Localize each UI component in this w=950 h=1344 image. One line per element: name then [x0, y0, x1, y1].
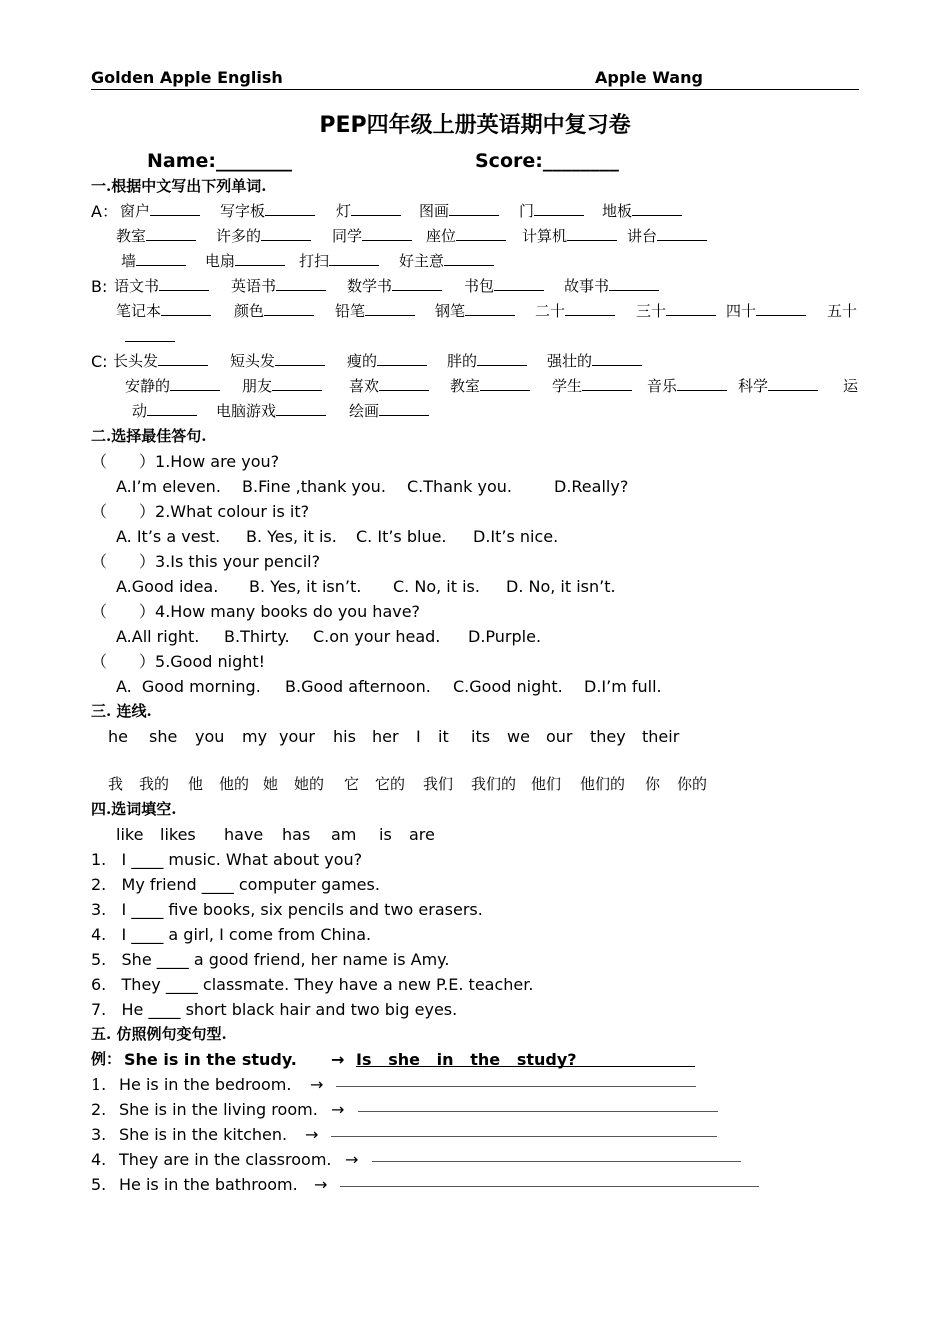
word-label: 地板: [602, 202, 633, 220]
word-label: 三十: [636, 302, 667, 320]
pronoun-cn: 我们: [423, 775, 454, 793]
word-label: 学生: [552, 377, 583, 395]
fill-item: 2. My friend ____ computer games.: [91, 875, 380, 894]
word-item: [116, 224, 196, 249]
word-label: 颜色: [234, 302, 265, 320]
word-label: 墙: [121, 252, 137, 270]
option: B. Yes, it isn’t.: [249, 577, 362, 596]
question-text: 4.How many books do you have?: [155, 602, 421, 621]
fill-item: 5. She ____ a good friend, her name is Amy.: [91, 950, 450, 969]
pronoun: we: [507, 727, 530, 746]
pronoun: she: [149, 727, 178, 746]
header-brand: Golden Apple English: [91, 68, 283, 87]
word-label: 书包: [464, 277, 495, 295]
option: B. Yes, it is.: [246, 527, 337, 546]
word-item: [464, 274, 544, 299]
section5-heading: 五. 仿照例句变句型.: [91, 1025, 227, 1043]
option: D.I’m full.: [584, 677, 662, 696]
option: A. It’s a vest.: [116, 527, 221, 546]
item-number: 5.: [91, 1175, 107, 1194]
pronoun: her: [372, 727, 399, 746]
options-2: [91, 524, 859, 549]
word-item: [552, 374, 632, 399]
pronoun: they: [590, 727, 626, 746]
bank-word: like: [116, 825, 144, 844]
title-main: 四年级上册英语期中复习卷: [366, 112, 631, 138]
label-a: A：: [91, 202, 118, 221]
word-bank: [91, 822, 859, 847]
word-label: 座位: [426, 227, 457, 245]
word-item: [121, 249, 186, 274]
word-label: 电扇: [205, 252, 236, 270]
word-label: 科学: [738, 377, 769, 395]
word-item: [336, 199, 401, 224]
page-header: [91, 68, 859, 90]
answer-line[interactable]: [336, 1085, 696, 1087]
word-label: 喜欢: [349, 377, 380, 395]
word-label: 语文书: [114, 277, 160, 295]
word-label: 强壮的: [547, 352, 593, 370]
word-label: 写字板: [220, 202, 266, 220]
title-prefix: PEP: [319, 113, 367, 138]
options-5: [91, 674, 859, 699]
word-item: [447, 349, 527, 374]
answer-line[interactable]: [340, 1185, 759, 1187]
answer-line[interactable]: [372, 1160, 741, 1162]
option: D.Purple.: [468, 627, 542, 646]
pronoun-cn: 他: [188, 775, 204, 793]
question-2: [91, 499, 309, 524]
word-item: [113, 349, 208, 374]
pronoun: his: [333, 727, 356, 746]
pronoun: my: [242, 727, 268, 746]
word-item: [234, 299, 314, 324]
header-author: Apple Wang: [595, 68, 703, 87]
pronoun-cn: 她的: [294, 775, 325, 793]
item-text: She is in the kitchen.: [119, 1125, 288, 1144]
word-item: [450, 374, 530, 399]
word-item: [242, 374, 322, 399]
option: D.Really?: [554, 477, 629, 496]
option: C.Good night.: [453, 677, 563, 696]
section1-heading: 一.根据中文写出下列单词.: [91, 177, 267, 195]
answer-paren: （ ）: [91, 452, 156, 471]
word-label: 二十: [535, 302, 566, 320]
section1-row-a1: [91, 199, 859, 224]
bank-word: are: [409, 825, 435, 844]
chinese-pronouns: [91, 772, 859, 797]
section1-row-a2: [91, 224, 859, 249]
fill-item: 1. I ____ music. What about you?: [91, 850, 363, 869]
question-3: [91, 549, 320, 574]
word-item: [726, 299, 806, 324]
word-label: 笔记本: [116, 302, 162, 320]
wrapped-blank: [125, 324, 175, 349]
question-text: 2.What colour is it?: [155, 502, 310, 521]
pronoun-cn: 他们: [531, 775, 562, 793]
pronoun: it: [438, 727, 449, 746]
option: C.on your head.: [313, 627, 441, 646]
arrow-icon: →: [331, 1050, 345, 1069]
pronoun-cn: 它的: [375, 775, 406, 793]
word-label: 同学: [332, 227, 363, 245]
word-label: 朋友: [242, 377, 273, 395]
pronoun: he: [108, 727, 128, 746]
item-text: They are in the classroom.: [119, 1150, 332, 1169]
section1-row-a3: [91, 249, 859, 274]
word-label: 运: [843, 377, 859, 395]
answer-paren: （ ）: [91, 502, 156, 521]
section1-row-b1: [91, 274, 859, 299]
example-label: 例：: [91, 1050, 122, 1068]
word-item: [216, 224, 311, 249]
pronoun-cn: 你: [645, 775, 661, 793]
question-1: [91, 449, 279, 474]
pronoun: our: [546, 727, 573, 746]
word-label: 瘦的: [347, 352, 378, 370]
arrow-icon: →: [305, 1125, 319, 1144]
option: C. It’s blue.: [356, 527, 447, 546]
section3-heading: 三. 连线.: [91, 702, 152, 720]
answer-paren: （ ）: [91, 652, 156, 671]
word-label: 讲台: [627, 227, 658, 245]
word-label: 动: [132, 402, 148, 420]
word-item: [231, 274, 326, 299]
word-label: 故事书: [564, 277, 610, 295]
word-label: 英语书: [231, 277, 277, 295]
transform-item: [91, 1072, 859, 1097]
transform-item: [91, 1147, 859, 1172]
word-item: [647, 374, 727, 399]
word-label: 打扫: [299, 252, 330, 270]
option: A.I’m eleven.: [116, 477, 221, 496]
bank-word: likes: [160, 825, 196, 844]
word-label: 灯: [336, 202, 352, 220]
pronoun-cn: 她: [263, 775, 279, 793]
word-item: [738, 374, 818, 399]
pronoun: I: [416, 727, 421, 746]
word-item: [132, 399, 197, 424]
option: D. No, it isn’t.: [506, 577, 616, 596]
word-label: 教室: [116, 227, 147, 245]
word-item: [564, 274, 659, 299]
word-item: [347, 349, 427, 374]
fill-item: 3. I ____ five books, six pencils and two erasers.: [91, 900, 483, 919]
pronoun-cn: 你的: [677, 775, 708, 793]
word-label: 窗户: [120, 202, 151, 220]
pronoun-cn: 我们的: [471, 775, 517, 793]
word-label: 门: [519, 202, 535, 220]
question-5: [91, 649, 265, 674]
section1-row-b2: [91, 299, 859, 324]
pronoun-cn: 他的: [219, 775, 250, 793]
example-source: She is in the study.: [124, 1050, 297, 1069]
transform-item: [91, 1122, 859, 1147]
label-b: B:: [91, 277, 108, 296]
pronoun-cn: 我的: [139, 775, 170, 793]
options-4: [91, 624, 859, 649]
option: D.It’s nice.: [473, 527, 559, 546]
word-item: [114, 274, 209, 299]
word-item: [535, 299, 615, 324]
word-item: [332, 224, 412, 249]
question-text: 1.How are you?: [155, 452, 280, 471]
word-item: [335, 299, 415, 324]
question-text: 3.Is this your pencil?: [155, 552, 321, 571]
answer-line[interactable]: [331, 1135, 717, 1137]
word-item: [419, 199, 499, 224]
fill-item: 6. They ____ classmate. They have a new P.E. teacher.: [91, 975, 534, 994]
option: A.Good idea.: [116, 577, 219, 596]
option: B.Good afternoon.: [285, 677, 431, 696]
word-label: 教室: [450, 377, 481, 395]
word-label: 电脑游戏: [216, 402, 277, 420]
word-item: [347, 274, 442, 299]
item-number: 4.: [91, 1150, 107, 1169]
word-item: [230, 349, 325, 374]
word-label: 短头发: [230, 352, 276, 370]
pronoun-cn: 我: [108, 775, 124, 793]
score-field: Score:________: [475, 150, 619, 172]
pronoun: their: [642, 727, 680, 746]
example-answer: Is she in the study?: [356, 1047, 695, 1067]
word-item: [116, 299, 211, 324]
answer-paren: （ ）: [91, 552, 156, 571]
word-item: [205, 249, 285, 274]
section1-row-c3: [91, 399, 859, 424]
transform-item: [91, 1172, 859, 1197]
option: B.Thirty.: [224, 627, 290, 646]
answer-paren: （ ）: [91, 602, 156, 621]
name-field: Name:________: [147, 150, 293, 172]
arrow-icon: →: [310, 1075, 324, 1094]
pronoun-cn: 它: [344, 775, 360, 793]
word-item: [519, 199, 584, 224]
pronoun: your: [279, 727, 315, 746]
word-item: [216, 399, 326, 424]
section1-row-c1: [91, 349, 859, 374]
word-item: [435, 299, 515, 324]
pronoun-cn: 他们的: [580, 775, 626, 793]
word-item: [349, 399, 429, 424]
word-label: 音乐: [647, 377, 678, 395]
arrow-icon: →: [314, 1175, 328, 1194]
word-label: 五十: [827, 302, 858, 320]
word-item: [299, 249, 379, 274]
example-row: [91, 1047, 859, 1072]
word-item: [220, 199, 315, 224]
pronoun: its: [471, 727, 491, 746]
fill-item: 4. I ____ a girl, I come from China.: [91, 925, 372, 944]
bank-word: is: [379, 825, 392, 844]
pronoun: you: [195, 727, 225, 746]
word-label: 四十: [726, 302, 757, 320]
bank-word: has: [282, 825, 311, 844]
option: C. No, it is.: [393, 577, 480, 596]
word-item: [349, 374, 429, 399]
options-1: [91, 474, 859, 499]
section4-heading: 四.选词填空.: [91, 800, 177, 818]
item-text: He is in the bedroom.: [119, 1075, 292, 1094]
option: B.Fine ,thank you.: [242, 477, 386, 496]
item-number: 1.: [91, 1075, 107, 1094]
word-item: [636, 299, 716, 324]
option: A. Good morning.: [116, 677, 261, 696]
item-number: 3.: [91, 1125, 107, 1144]
word-item: [426, 224, 506, 249]
word-label: 胖的: [447, 352, 478, 370]
bank-word: am: [331, 825, 357, 844]
option: A.All right.: [116, 627, 200, 646]
word-item: [399, 249, 494, 274]
fill-item: 7. He ____ short black hair and two big eyes.: [91, 1000, 458, 1019]
worksheet-title: [91, 108, 859, 139]
word-item: [120, 199, 200, 224]
word-label: 计算机: [522, 227, 568, 245]
option: C.Thank you.: [407, 477, 512, 496]
arrow-icon: →: [345, 1150, 359, 1169]
word-label: 图画: [419, 202, 450, 220]
options-3: [91, 574, 859, 599]
question-4: [91, 599, 420, 624]
word-label: 铅笔: [335, 302, 366, 320]
word-item: [125, 374, 220, 399]
word-label: 安静的: [125, 377, 171, 395]
word-label: 绘画: [349, 402, 380, 420]
word-label: 钢笔: [435, 302, 466, 320]
arrow-icon: →: [331, 1100, 345, 1119]
transform-item: [91, 1097, 859, 1122]
word-item: [522, 224, 617, 249]
word-label: 长头发: [113, 352, 159, 370]
section1-row-c2: [91, 374, 859, 399]
word-item: [602, 199, 682, 224]
item-text: He is in the bathroom.: [119, 1175, 298, 1194]
word-label: 数学书: [347, 277, 393, 295]
word-label: 好主意: [399, 252, 445, 270]
item-number: 2.: [91, 1100, 107, 1119]
label-c: C:: [91, 352, 108, 371]
answer-line[interactable]: [358, 1110, 718, 1112]
section2-heading: 二.选择最佳答句.: [91, 427, 207, 445]
bank-word: have: [224, 825, 264, 844]
question-text: 5.Good night!: [155, 652, 266, 671]
word-label: 许多的: [216, 227, 262, 245]
english-pronouns: [91, 724, 859, 749]
word-item: [547, 349, 642, 374]
word-item: [627, 224, 707, 249]
item-text: She is in the living room.: [119, 1100, 318, 1119]
